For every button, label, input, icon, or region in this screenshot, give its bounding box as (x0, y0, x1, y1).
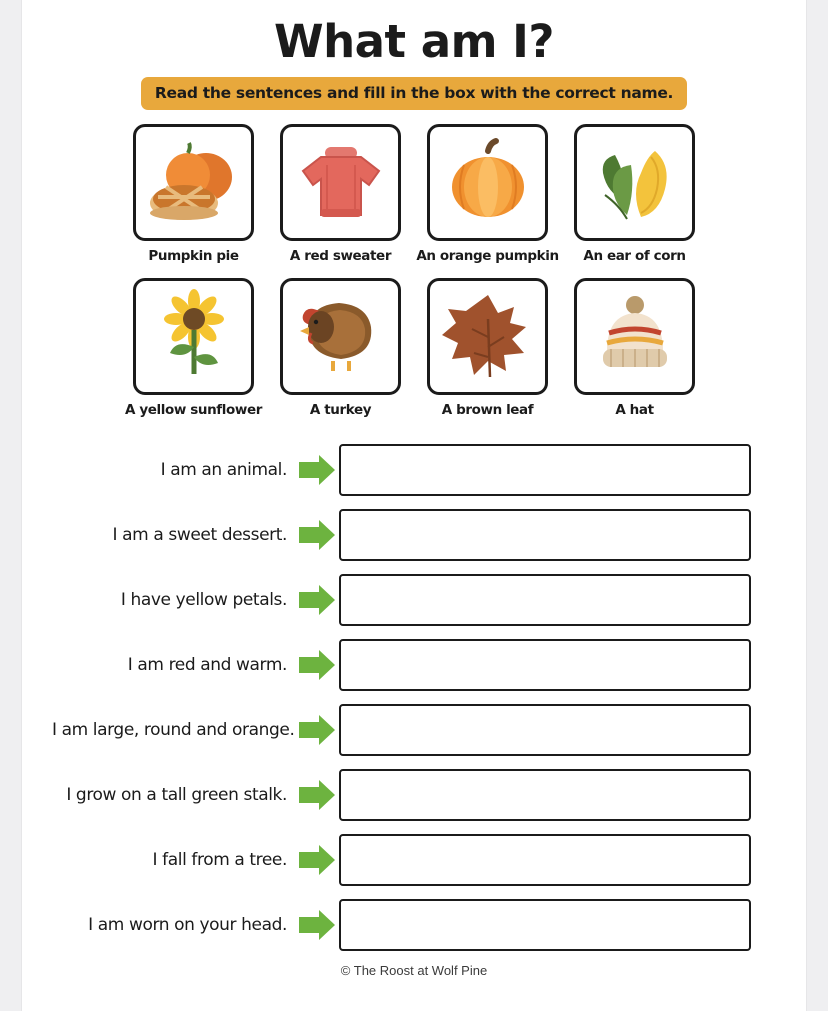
word-bank-card[interactable] (131, 124, 256, 264)
question-list (22, 442, 806, 953)
answer-input[interactable] (339, 444, 751, 496)
card-label: A brown leaf (441, 402, 534, 419)
question-prompt: I am an animal. (160, 460, 287, 481)
question-prompt: I have yellow petals. (120, 590, 287, 611)
word-bank-row-2 (22, 278, 806, 418)
red-sweater-icon (291, 135, 391, 230)
card-label: An ear of corn (583, 248, 686, 265)
question-row (52, 897, 751, 953)
worksheet-sheet (22, 0, 806, 1011)
question-row (52, 702, 751, 758)
word-bank-card[interactable] (125, 278, 262, 419)
card-image-frame (574, 278, 695, 395)
question-prompt: I am worn on your head. (88, 915, 287, 936)
question-row (52, 767, 751, 823)
question-prompt: I am a sweet dessert. (112, 525, 287, 546)
copyright-footer: © The Roost at Wolf Pine (340, 963, 488, 979)
brown-leaf-icon (438, 289, 538, 384)
orange-pumpkin-icon (438, 135, 538, 230)
word-bank-card[interactable] (572, 124, 697, 264)
card-image-frame (133, 278, 254, 395)
question-prompt: I am large, round and orange. (52, 720, 295, 741)
card-image-frame (574, 124, 695, 241)
answer-input[interactable] (339, 704, 751, 756)
question-prompt: I fall from a tree. (152, 850, 287, 871)
question-row (52, 637, 751, 693)
word-bank-card[interactable] (572, 278, 697, 418)
card-label: An orange pumpkin (416, 248, 559, 265)
answer-input[interactable] (339, 509, 751, 561)
arrow-icon (297, 453, 337, 487)
arrow-icon (297, 843, 337, 877)
word-bank-card[interactable] (278, 278, 403, 418)
card-label: A red sweater (289, 248, 392, 265)
question-prompt: I grow on a tall green stalk. (66, 785, 287, 806)
sunflower-icon (144, 289, 244, 384)
question-row (52, 507, 751, 563)
question-row (52, 832, 751, 888)
arrow-icon (297, 778, 337, 812)
word-bank-row-1 (22, 124, 806, 264)
card-image-frame (133, 124, 254, 241)
question-row (52, 442, 751, 498)
arrow-icon (297, 908, 337, 942)
corn-icon (585, 135, 685, 230)
arrow-icon (297, 648, 337, 682)
answer-input[interactable] (339, 574, 751, 626)
question-row (52, 572, 751, 628)
instruction-banner-wrap (22, 77, 806, 110)
answer-input[interactable] (339, 834, 751, 886)
card-image-frame (427, 124, 548, 241)
word-bank-card[interactable] (425, 278, 550, 418)
arrow-icon (297, 518, 337, 552)
arrow-icon (297, 713, 337, 747)
card-label: A yellow sunflower (125, 402, 262, 419)
word-bank-card[interactable] (416, 124, 559, 265)
word-bank-card[interactable] (278, 124, 403, 264)
page-title: What am I? (274, 15, 554, 68)
answer-input[interactable] (339, 639, 751, 691)
card-label: Pumpkin pie (148, 248, 239, 265)
hat-icon (585, 289, 685, 384)
card-image-frame (280, 124, 401, 241)
card-label: A hat (615, 402, 654, 419)
answer-input[interactable] (339, 899, 751, 951)
card-image-frame (280, 278, 401, 395)
instruction-banner: Read the sentences and fill in the box with the correct name. (141, 77, 687, 110)
turkey-icon (291, 289, 391, 384)
answer-input[interactable] (339, 769, 751, 821)
arrow-icon (297, 583, 337, 617)
question-prompt: I am red and warm. (127, 655, 287, 676)
card-label: A turkey (309, 402, 372, 419)
pumpkin-pie-icon (144, 135, 244, 230)
card-image-frame (427, 278, 548, 395)
